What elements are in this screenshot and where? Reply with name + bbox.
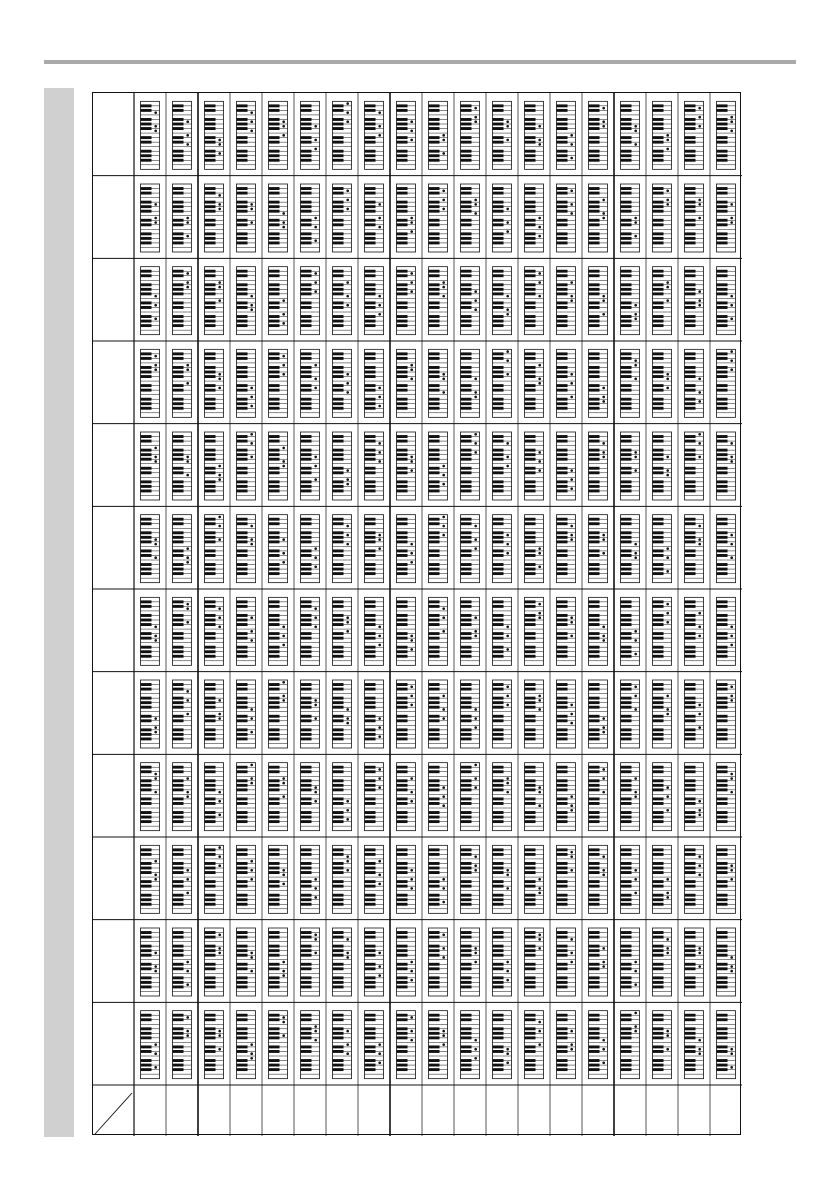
mini-keyboard-diagram-icon	[653, 349, 672, 417]
mini-keyboard-diagram-icon	[653, 928, 672, 996]
mini-keyboard-diagram-icon	[365, 184, 384, 252]
mini-keyboard-diagram-icon	[301, 597, 320, 665]
mini-keyboard-diagram-icon	[173, 597, 192, 665]
mini-keyboard-diagram-icon	[621, 101, 640, 169]
mini-keyboard-diagram-icon	[557, 184, 576, 252]
mini-keyboard-diagram-icon	[269, 184, 288, 252]
mini-keyboard-diagram-icon	[493, 267, 512, 335]
mini-keyboard-diagram-icon	[717, 845, 736, 913]
mini-keyboard-diagram-icon	[493, 845, 512, 913]
mini-keyboard-diagram-icon	[525, 432, 544, 500]
mini-keyboard-diagram-icon	[333, 432, 352, 500]
mini-keyboard-diagram-icon	[653, 515, 672, 583]
mini-keyboard-diagram-icon	[301, 928, 320, 996]
mini-keyboard-diagram-icon	[589, 515, 608, 583]
mini-keyboard-diagram-icon	[269, 597, 288, 665]
mini-keyboard-diagram-icon	[141, 680, 160, 748]
mini-keyboard-diagram-icon	[525, 1011, 544, 1079]
mini-keyboard-diagram-icon	[205, 1011, 224, 1079]
mini-keyboard-diagram-icon	[717, 515, 736, 583]
mini-keyboard-diagram-icon	[333, 515, 352, 583]
mini-keyboard-diagram-icon	[493, 597, 512, 665]
mini-keyboard-diagram-icon	[717, 349, 736, 417]
mini-keyboard-diagram-icon	[141, 184, 160, 252]
mini-keyboard-diagram-icon	[141, 597, 160, 665]
mini-keyboard-diagram-icon	[653, 763, 672, 831]
mini-keyboard-diagram-icon	[205, 680, 224, 748]
mini-keyboard-diagram-icon	[333, 763, 352, 831]
mini-keyboard-diagram-icon	[365, 515, 384, 583]
mini-keyboard-diagram-icon	[365, 349, 384, 417]
mini-keyboard-diagram-icon	[205, 432, 224, 500]
mini-keyboard-diagram-icon	[429, 928, 448, 996]
mini-keyboard-diagram-icon	[173, 349, 192, 417]
mini-keyboard-diagram-icon	[685, 763, 704, 831]
mini-keyboard-diagram-icon	[333, 845, 352, 913]
mini-keyboard-diagram-icon	[397, 349, 416, 417]
mini-keyboard-diagram-icon	[589, 101, 608, 169]
mini-keyboard-diagram-icon	[237, 515, 256, 583]
mini-keyboard-diagram-icon	[589, 267, 608, 335]
mini-keyboard-diagram-icon	[141, 432, 160, 500]
mini-keyboard-diagram-icon	[173, 680, 192, 748]
mini-keyboard-diagram-icon	[173, 184, 192, 252]
mini-keyboard-diagram-icon	[525, 928, 544, 996]
mini-keyboard-diagram-icon	[685, 845, 704, 913]
mini-keyboard-diagram-icon	[589, 845, 608, 913]
mini-keyboard-diagram-icon	[717, 184, 736, 252]
mini-keyboard-diagram-icon	[461, 184, 480, 252]
mini-keyboard-diagram-icon	[237, 101, 256, 169]
mini-keyboard-diagram-icon	[269, 680, 288, 748]
mini-keyboard-diagram-icon	[685, 1011, 704, 1079]
mini-keyboard-diagram-icon	[493, 680, 512, 748]
mini-keyboard-diagram-icon	[621, 763, 640, 831]
mini-keyboard-diagram-icon	[525, 101, 544, 169]
mini-keyboard-diagram-icon	[237, 597, 256, 665]
mini-keyboard-diagram-icon	[525, 267, 544, 335]
mini-keyboard-diagram-icon	[685, 267, 704, 335]
mini-keyboard-diagram-icon	[685, 349, 704, 417]
mini-keyboard-diagram-icon	[461, 845, 480, 913]
mini-keyboard-diagram-icon	[653, 597, 672, 665]
mini-keyboard-diagram-icon	[301, 763, 320, 831]
mini-keyboard-diagram-icon	[525, 680, 544, 748]
mini-keyboard-diagram-icon	[525, 184, 544, 252]
mini-keyboard-diagram-icon	[333, 101, 352, 169]
mini-keyboard-diagram-icon	[717, 928, 736, 996]
mini-keyboard-diagram-icon	[653, 267, 672, 335]
mini-keyboard-diagram-icon	[429, 432, 448, 500]
mini-keyboard-diagram-icon	[461, 515, 480, 583]
mini-keyboard-diagram-icon	[717, 101, 736, 169]
mini-keyboard-diagram-icon	[685, 432, 704, 500]
mini-keyboard-diagram-icon	[333, 1011, 352, 1079]
mini-keyboard-diagram-icon	[525, 763, 544, 831]
mini-keyboard-diagram-icon	[557, 432, 576, 500]
mini-keyboard-diagram-icon	[557, 267, 576, 335]
mini-keyboard-diagram-icon	[461, 1011, 480, 1079]
chord-chart-grid	[93, 93, 742, 1136]
mini-keyboard-diagram-icon	[685, 101, 704, 169]
mini-keyboard-diagram-icon	[141, 845, 160, 913]
mini-keyboard-diagram-icon	[237, 845, 256, 913]
mini-keyboard-diagram-icon	[141, 763, 160, 831]
mini-keyboard-diagram-icon	[429, 101, 448, 169]
mini-keyboard-diagram-icon	[653, 1011, 672, 1079]
mini-keyboard-diagram-icon	[717, 597, 736, 665]
mini-keyboard-diagram-icon	[237, 763, 256, 831]
mini-keyboard-diagram-icon	[141, 267, 160, 335]
mini-keyboard-diagram-icon	[173, 515, 192, 583]
mini-keyboard-diagram-icon	[237, 432, 256, 500]
mini-keyboard-diagram-icon	[301, 349, 320, 417]
mini-keyboard-diagram-icon	[461, 349, 480, 417]
mini-keyboard-diagram-icon	[141, 1011, 160, 1079]
mini-keyboard-diagram-icon	[365, 267, 384, 335]
mini-keyboard-diagram-icon	[365, 597, 384, 665]
mini-keyboard-diagram-icon	[141, 515, 160, 583]
mini-keyboard-diagram-icon	[269, 515, 288, 583]
mini-keyboard-diagram-icon	[397, 267, 416, 335]
mini-keyboard-diagram-icon	[205, 597, 224, 665]
mini-keyboard-diagram-icon	[333, 349, 352, 417]
mini-keyboard-diagram-icon	[525, 597, 544, 665]
mini-keyboard-diagram-icon	[237, 1011, 256, 1079]
mini-keyboard-diagram-icon	[269, 349, 288, 417]
mini-keyboard-diagram-icon	[493, 515, 512, 583]
mini-keyboard-diagram-icon	[429, 515, 448, 583]
mini-keyboard-diagram-icon	[557, 928, 576, 996]
diagonal-slash-icon	[95, 1093, 132, 1134]
mini-keyboard-diagram-icon	[621, 680, 640, 748]
mini-keyboard-diagram-icon	[205, 349, 224, 417]
mini-keyboard-diagram-icon	[557, 597, 576, 665]
chord-chart-frame	[92, 92, 741, 1135]
mini-keyboard-diagram-icon	[621, 928, 640, 996]
mini-keyboard-diagram-icon	[589, 349, 608, 417]
mini-keyboard-diagram-icon	[717, 432, 736, 500]
mini-keyboard-diagram-icon	[237, 184, 256, 252]
mini-keyboard-diagram-icon	[429, 349, 448, 417]
mini-keyboard-diagram-icon	[173, 845, 192, 913]
mini-keyboard-diagram-icon	[365, 845, 384, 913]
mini-keyboard-diagram-icon	[397, 101, 416, 169]
mini-keyboard-diagram-icon	[397, 763, 416, 831]
mini-keyboard-diagram-icon	[589, 1011, 608, 1079]
mini-keyboard-diagram-icon	[269, 432, 288, 500]
mini-keyboard-diagram-icon	[589, 680, 608, 748]
mini-keyboard-diagram-icon	[461, 432, 480, 500]
mini-keyboard-diagram-icon	[461, 101, 480, 169]
mini-keyboard-diagram-icon	[429, 763, 448, 831]
mini-keyboard-diagram-icon	[461, 267, 480, 335]
mini-keyboard-diagram-icon	[621, 597, 640, 665]
mini-keyboard-diagram-icon	[557, 349, 576, 417]
mini-keyboard-diagram-icon	[589, 184, 608, 252]
mini-keyboard-diagram-icon	[333, 597, 352, 665]
mini-keyboard-diagram-icon	[397, 680, 416, 748]
mini-keyboard-diagram-icon	[461, 597, 480, 665]
mini-keyboard-diagram-icon	[205, 267, 224, 335]
mini-keyboard-diagram-icon	[589, 597, 608, 665]
mini-keyboard-diagram-icon	[173, 928, 192, 996]
mini-keyboard-diagram-icon	[429, 845, 448, 913]
mini-keyboard-diagram-icon	[493, 101, 512, 169]
mini-keyboard-diagram-icon	[621, 515, 640, 583]
mini-keyboard-diagram-icon	[397, 845, 416, 913]
mini-keyboard-diagram-icon	[173, 101, 192, 169]
mini-keyboard-diagram-icon	[397, 928, 416, 996]
mini-keyboard-diagram-icon	[493, 184, 512, 252]
mini-keyboard-diagram-icon	[717, 763, 736, 831]
mini-keyboard-diagram-icon	[653, 845, 672, 913]
side-tab	[44, 88, 74, 1137]
mini-keyboard-diagram-icon	[589, 763, 608, 831]
mini-keyboard-diagram-icon	[557, 515, 576, 583]
mini-keyboard-diagram-icon	[269, 267, 288, 335]
mini-keyboard-diagram-icon	[429, 1011, 448, 1079]
mini-keyboard-diagram-icon	[365, 928, 384, 996]
mini-keyboard-diagram-icon	[653, 432, 672, 500]
mini-keyboard-diagram-icon	[173, 763, 192, 831]
mini-keyboard-diagram-icon	[621, 184, 640, 252]
mini-keyboard-diagram-icon	[205, 184, 224, 252]
mini-keyboard-diagram-icon	[717, 1011, 736, 1079]
mini-keyboard-diagram-icon	[365, 680, 384, 748]
mini-keyboard-diagram-icon	[269, 1011, 288, 1079]
mini-keyboard-diagram-icon	[365, 101, 384, 169]
mini-keyboard-diagram-icon	[429, 597, 448, 665]
mini-keyboard-diagram-icon	[461, 680, 480, 748]
mini-keyboard-diagram-icon	[557, 845, 576, 913]
mini-keyboard-diagram-icon	[397, 597, 416, 665]
mini-keyboard-diagram-icon	[333, 184, 352, 252]
mini-keyboard-diagram-icon	[141, 928, 160, 996]
mini-keyboard-diagram-icon	[717, 267, 736, 335]
mini-keyboard-diagram-icon	[269, 101, 288, 169]
mini-keyboard-diagram-icon	[589, 432, 608, 500]
mini-keyboard-diagram-icon	[653, 184, 672, 252]
mini-keyboard-diagram-icon	[493, 763, 512, 831]
mini-keyboard-diagram-icon	[621, 845, 640, 913]
mini-keyboard-diagram-icon	[653, 680, 672, 748]
mini-keyboard-diagram-icon	[301, 184, 320, 252]
mini-keyboard-diagram-icon	[397, 432, 416, 500]
mini-keyboard-diagram-icon	[269, 763, 288, 831]
mini-keyboard-diagram-icon	[173, 1011, 192, 1079]
mini-keyboard-diagram-icon	[365, 1011, 384, 1079]
mini-keyboard-diagram-icon	[717, 680, 736, 748]
mini-keyboard-diagram-icon	[557, 763, 576, 831]
mini-keyboard-diagram-icon	[493, 928, 512, 996]
mini-keyboard-diagram-icon	[333, 680, 352, 748]
mini-keyboard-diagram-icon	[397, 184, 416, 252]
mini-keyboard-diagram-icon	[653, 101, 672, 169]
mini-keyboard-diagram-icon	[493, 1011, 512, 1079]
mini-keyboard-diagram-icon	[173, 267, 192, 335]
mini-keyboard-diagram-icon	[589, 928, 608, 996]
mini-keyboard-diagram-icon	[621, 1011, 640, 1079]
mini-keyboard-diagram-icon	[557, 680, 576, 748]
mini-keyboard-diagram-icon	[493, 432, 512, 500]
mini-keyboard-diagram-icon	[429, 184, 448, 252]
mini-keyboard-diagram-icon	[685, 515, 704, 583]
mini-keyboard-diagram-icon	[269, 845, 288, 913]
mini-keyboard-diagram-icon	[365, 763, 384, 831]
mini-keyboard-diagram-icon	[429, 680, 448, 748]
mini-keyboard-diagram-icon	[205, 928, 224, 996]
mini-keyboard-diagram-icon	[365, 432, 384, 500]
mini-keyboard-diagram-icon	[525, 515, 544, 583]
mini-keyboard-diagram-icon	[397, 1011, 416, 1079]
mini-keyboard-diagram-icon	[461, 763, 480, 831]
mini-keyboard-diagram-icon	[461, 928, 480, 996]
mini-keyboard-diagram-icon	[621, 267, 640, 335]
mini-keyboard-diagram-icon	[173, 432, 192, 500]
mini-keyboard-diagram-icon	[685, 597, 704, 665]
mini-keyboard-diagram-icon	[301, 101, 320, 169]
mini-keyboard-diagram-icon	[205, 515, 224, 583]
mini-keyboard-diagram-icon	[429, 267, 448, 335]
mini-keyboard-diagram-icon	[525, 349, 544, 417]
mini-keyboard-diagram-icon	[621, 432, 640, 500]
mini-keyboard-diagram-icon	[205, 845, 224, 913]
mini-keyboard-diagram-icon	[301, 1011, 320, 1079]
mini-keyboard-diagram-icon	[205, 101, 224, 169]
mini-keyboard-diagram-icon	[237, 680, 256, 748]
mini-keyboard-diagram-icon	[141, 349, 160, 417]
mini-keyboard-diagram-icon	[205, 763, 224, 831]
mini-keyboard-diagram-icon	[301, 845, 320, 913]
mini-keyboard-diagram-icon	[621, 349, 640, 417]
mini-keyboard-diagram-icon	[525, 845, 544, 913]
mini-keyboard-diagram-icon	[301, 680, 320, 748]
mini-keyboard-diagram-icon	[269, 928, 288, 996]
mini-keyboard-diagram-icon	[333, 928, 352, 996]
mini-keyboard-diagram-icon	[333, 267, 352, 335]
mini-keyboard-diagram-icon	[301, 432, 320, 500]
mini-keyboard-diagram-icon	[237, 928, 256, 996]
mini-keyboard-diagram-icon	[141, 101, 160, 169]
mini-keyboard-diagram-icon	[301, 267, 320, 335]
mini-keyboard-diagram-icon	[493, 349, 512, 417]
mini-keyboard-diagram-icon	[557, 101, 576, 169]
header-rule	[44, 60, 796, 64]
mini-keyboard-diagram-icon	[685, 928, 704, 996]
mini-keyboard-diagram-icon	[557, 1011, 576, 1079]
mini-keyboard-diagram-icon	[237, 267, 256, 335]
mini-keyboard-diagram-icon	[685, 680, 704, 748]
mini-keyboard-diagram-icon	[685, 184, 704, 252]
mini-keyboard-diagram-icon	[237, 349, 256, 417]
mini-keyboard-diagram-icon	[397, 515, 416, 583]
mini-keyboard-diagram-icon	[301, 515, 320, 583]
